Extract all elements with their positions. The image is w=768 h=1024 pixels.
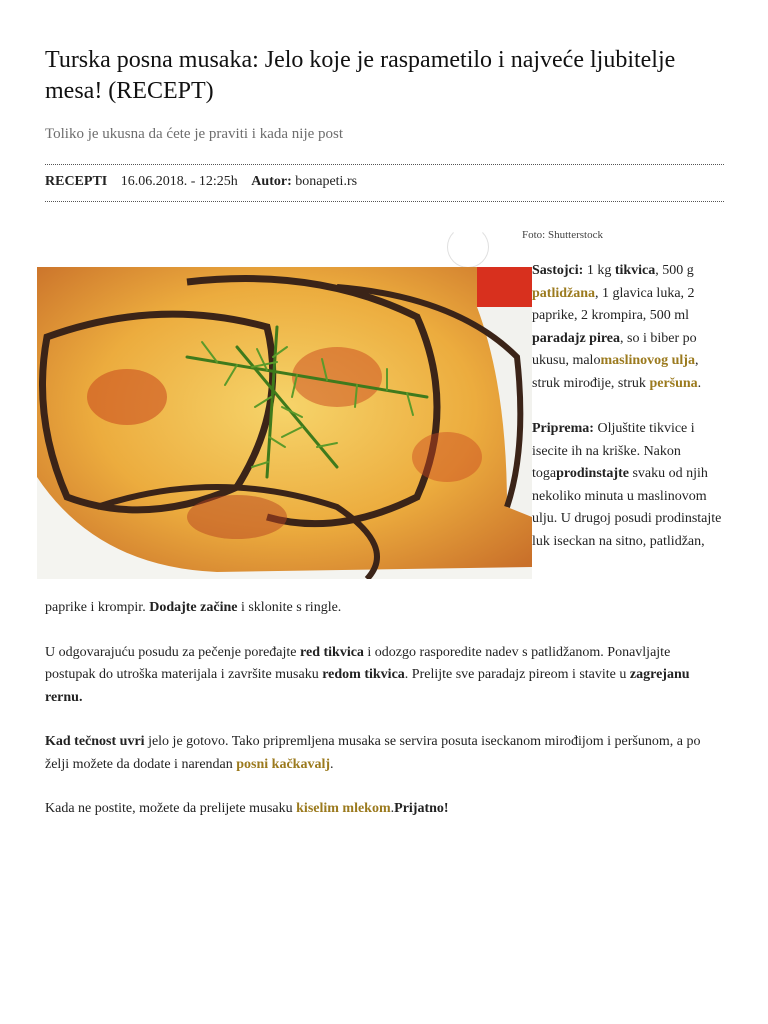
divider-bottom xyxy=(45,201,724,202)
link-maslinovog-ulja[interactable]: maslinovog ulja xyxy=(600,353,695,368)
article-body xyxy=(45,597,724,843)
photo-credit: Foto: Shutterstock xyxy=(522,229,603,241)
body-text: Kada ne postite, možete da prelijete musaku xyxy=(45,801,297,816)
musaka-photo xyxy=(37,267,532,579)
author-name: bonapeti.rs xyxy=(295,174,358,189)
ingredients-text: 1 kg xyxy=(583,263,615,278)
preparation-label: Priprema: xyxy=(532,421,594,436)
ingredients-text: , 500 g xyxy=(655,263,694,278)
divider-top xyxy=(45,164,724,165)
serving-paragraph xyxy=(45,731,724,776)
preparation-bold: prodinstajte xyxy=(556,466,629,481)
ingredient-zucchini: tikvica xyxy=(614,263,656,278)
body-bold: Dodajte začine xyxy=(149,600,238,615)
ingredients-text: . xyxy=(697,375,702,391)
author-label: Autor: xyxy=(251,174,292,189)
article-subtitle: Toliko je ukusna da ćete je praviti i kada nije post xyxy=(45,126,344,142)
body-bold: Kad tečnost uvri xyxy=(45,734,145,749)
ingredient-tomato-puree: paradajz pirea xyxy=(532,330,621,346)
ingredients-text: , struk mirođije, struk xyxy=(532,353,699,391)
body-bold: Prijatno! xyxy=(394,801,449,816)
link-patlidzana[interactable]: patlidžana xyxy=(532,285,596,301)
preparation-text: svaku od njih nekoliko minuta u maslinovom ulju. U drugoj posudi prodinstajte luk iseckan na sitno, patlidžan, xyxy=(532,466,722,549)
preparation-continuation xyxy=(45,597,724,620)
ingredients-column xyxy=(532,260,727,576)
body-text: . xyxy=(330,756,334,772)
link-posni-kackavalj[interactable]: posni kačkavalj xyxy=(236,756,330,772)
body-text: . xyxy=(390,801,395,816)
layering-paragraph xyxy=(45,642,724,710)
preparation-text: Oljuštite tikvice i isecite ih na kriške. Nakon toga xyxy=(532,421,695,481)
article-meta xyxy=(45,174,357,190)
link-persuna[interactable]: peršuna xyxy=(649,375,698,391)
body-text: U odgovarajuću posudu za pečenje poređajte xyxy=(45,644,301,660)
body-bold: redom tikvica xyxy=(322,667,405,682)
body-text: paprike i krompir. xyxy=(45,600,150,615)
ingredients-text: , so i biber po ukusu, malo xyxy=(532,330,697,368)
link-kiselim-mlekom[interactable]: kiselim mlekom xyxy=(296,801,391,816)
preparation-paragraph xyxy=(532,418,727,553)
ingredients-paragraph xyxy=(532,260,727,395)
body-text: . Prelijte sve paradajz pireom i stavite u xyxy=(404,667,630,682)
body-bold: red tikvica xyxy=(300,644,364,660)
article-title: Turska posna musaka: Jelo koje je raspametilo i najveće ljubitelje mesa! (RECEPT) xyxy=(45,47,676,104)
ingredients-label: Sastojci: xyxy=(532,263,584,278)
share-icon[interactable] xyxy=(447,226,489,268)
closing-paragraph xyxy=(45,798,724,821)
musaka-photo-drawing xyxy=(37,267,532,579)
body-bold: zagrejanu rernu. xyxy=(45,667,690,705)
body-text: i odozgo rasporedite nadev s patlidžanom. Ponavljajte postupak do utroška materijala i završite musaku xyxy=(45,644,671,682)
body-text: jelo je gotovo. Tako pripremljena musaka se servira posuta iseckanom mirođijom i peršunom, a po želji možete da dodate i narendan xyxy=(45,734,701,772)
body-text: i sklonite s ringle. xyxy=(237,600,342,615)
ingredients-text: , 1 glavica luka, 2 paprike, 2 krompira, 500 ml xyxy=(532,285,695,323)
publish-date: 16.06.2018. - 12:25h xyxy=(120,174,238,189)
category-link[interactable]: RECEPTI xyxy=(45,174,108,189)
